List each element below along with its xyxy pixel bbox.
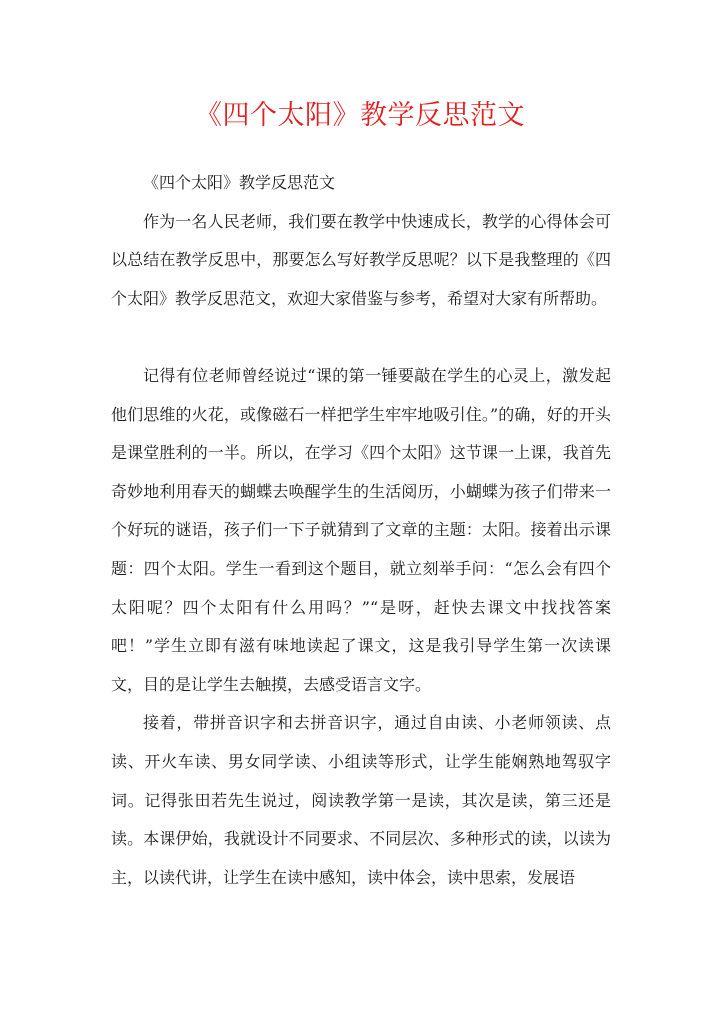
paragraph-intro: 作为一名人民老师，我们要在教学中快速成长，教学的心得体会可以总结在教学反思中，那要怎么写好教学反思呢？以下是我整理的《四个太阳》教学反思范文，欢迎大家借鉴与参考，希望对大家有所帮助。 — [111, 211, 611, 308]
paragraph-opening: 记得有位老师曾经说过“课的第一锤要敲在学生的心灵上，激发起他们思维的火花，或像磁石一样把学生牢牢地吸引住。”的确，好的开头是课堂胜利的一半。所以，在学习《四个太阳》这节课一上课，我首先奇妙地利用春天的蝴蝶去唤醒学生的生活阅历，小蝴蝶为孩子们带来一个好玩的谜语，孩子们一下子就猜到了文章的主题：太阳。接着出示课题：四个太阳。学生一看到这个题目，就立刻举手问：“怎么会有四个太阳呢？四个太阳有什么用吗？”“是呀，赶快去课文中找找答案吧！”学生立即有滋有味地读起了课文，这是我引导学生第一次读课文，目的是让学生去触摸，去感受语言文字。 — [111, 365, 611, 694]
paragraph-reading: 接着，带拼音识字和去拼音识字，通过自由读、小老师领读、点读、开火车读、男女同学读、小组读等形式，让学生能娴熟地驾驭字词。记得张田若先生说过，阅读教学第一是读，其次是读，第三还是读。本课伊始，我就设计不同要求、不同层次、多种形式的读，以读为主，以读代讲，让学生在读中感知，读中体会，读中思索，发展语 — [111, 713, 611, 887]
document-body — [111, 164, 611, 897]
document-subtitle: 《四个太阳》教学反思范文 — [143, 173, 336, 192]
document-title: 《四个太阳》教学反思范文 — [195, 100, 525, 131]
